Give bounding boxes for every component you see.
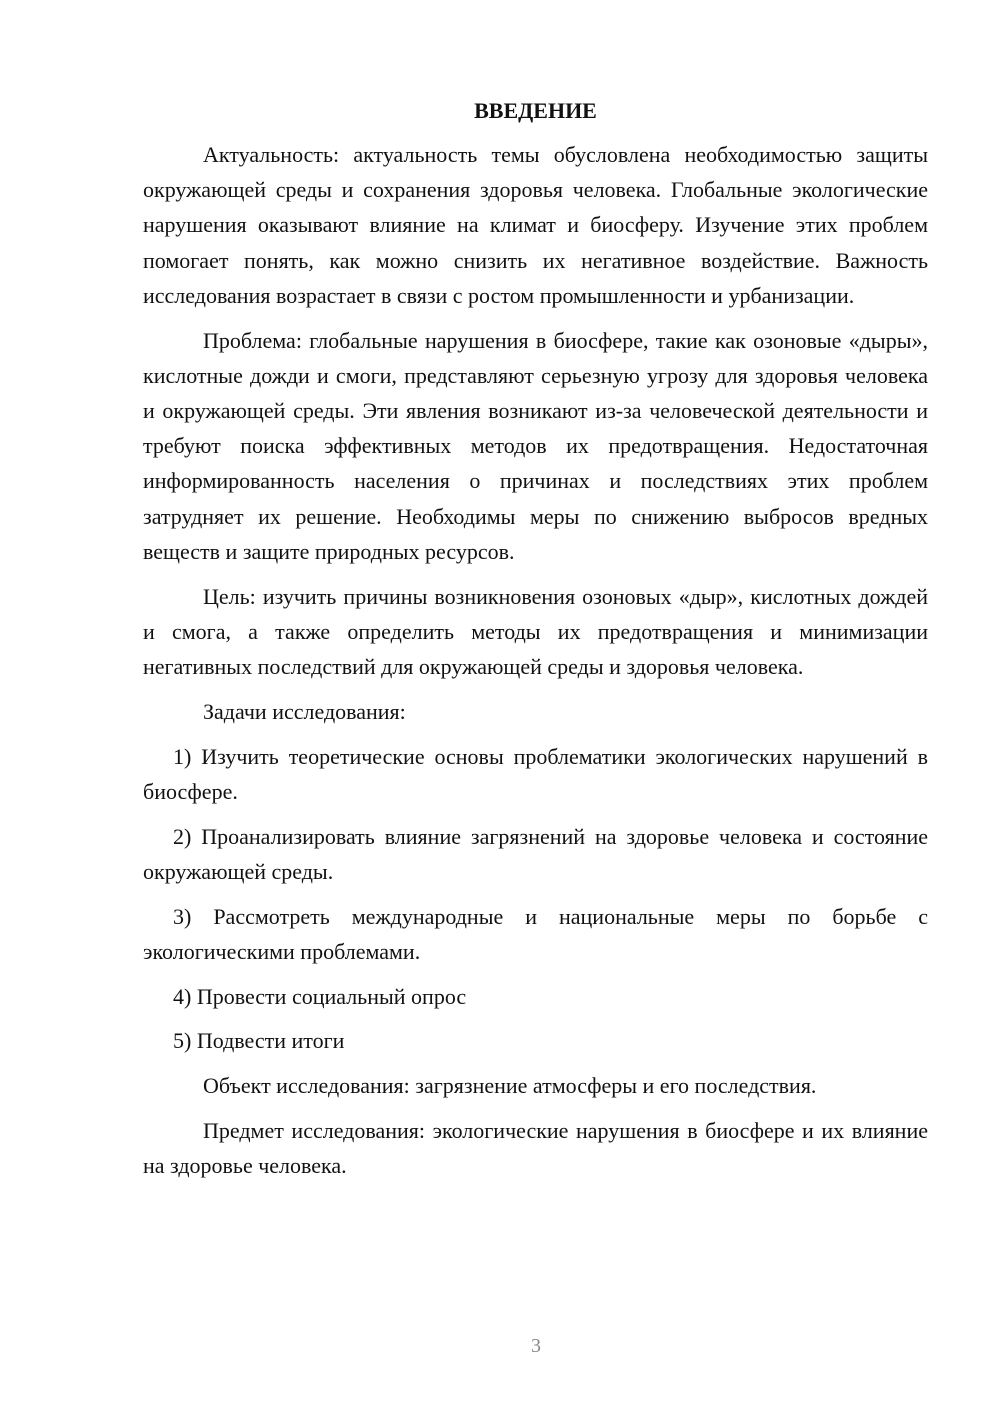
research-subject-paragraph: Предмет исследования: экологические нарушения в биосфере и их влияние на здоровье человека. xyxy=(143,1118,928,1179)
page-number: 3 xyxy=(531,1335,541,1357)
relevance-paragraph: Актуальность: актуальность темы обусловлена необходимостью защиты окружающей среды и сохранения здоровья человека. Глобальные экологические нарушения оказывают влияние на климат и биосферу. Изучение этих проблем помогает понять, как можно снизить их негативное воздействие. Важность исследования возрастает в связи с ростом промышленности и урбанизации. xyxy=(143,142,928,308)
tasks-heading: Задачи исследования: xyxy=(203,698,406,724)
task-item-3: 3) Рассмотреть международные и национальные меры по борьбе с экологическими проблемами. xyxy=(143,903,928,964)
research-object-paragraph: Объект исследования: загрязнение атмосферы и его последствия. xyxy=(203,1073,817,1099)
goal-paragraph: Цель: изучить причины возникновения озоновых «дыр», кислотных дождей и смога, а также определить методы их предотвращения и минимизации негативных последствий для окружающей среды и здоровья человека. xyxy=(143,583,928,680)
task-item-1: 1) Изучить теоретические основы проблематики экологических нарушений в биосфере. xyxy=(143,743,928,804)
problem-paragraph: Проблема: глобальные нарушения в биосфере, такие как озоновые «дыры», кислотные дожди и смоги, представляют серьезную угрозу для здоровья человека и окружающей среды. Эти явления возникают из-за человеческой деятельности и требуют поиска эффективных методов их предотвращения. Недостаточная информированность населения о причинах и последствиях этих проблем затрудняет их решение. Необходимы меры по снижению выбросов вредных веществ и защите природных ресурсов. xyxy=(143,327,928,564)
task-item-4: 4) Провести социальный опрос xyxy=(173,983,467,1009)
section-title: ВВЕДЕНИЕ xyxy=(474,98,597,123)
page-content xyxy=(143,94,928,1193)
task-item-5: 5) Подвести итоги xyxy=(173,1028,345,1054)
task-item-2: 2) Проанализировать влияние загрязнений на здоровье человека и состояние окружающей среды. xyxy=(143,823,928,884)
